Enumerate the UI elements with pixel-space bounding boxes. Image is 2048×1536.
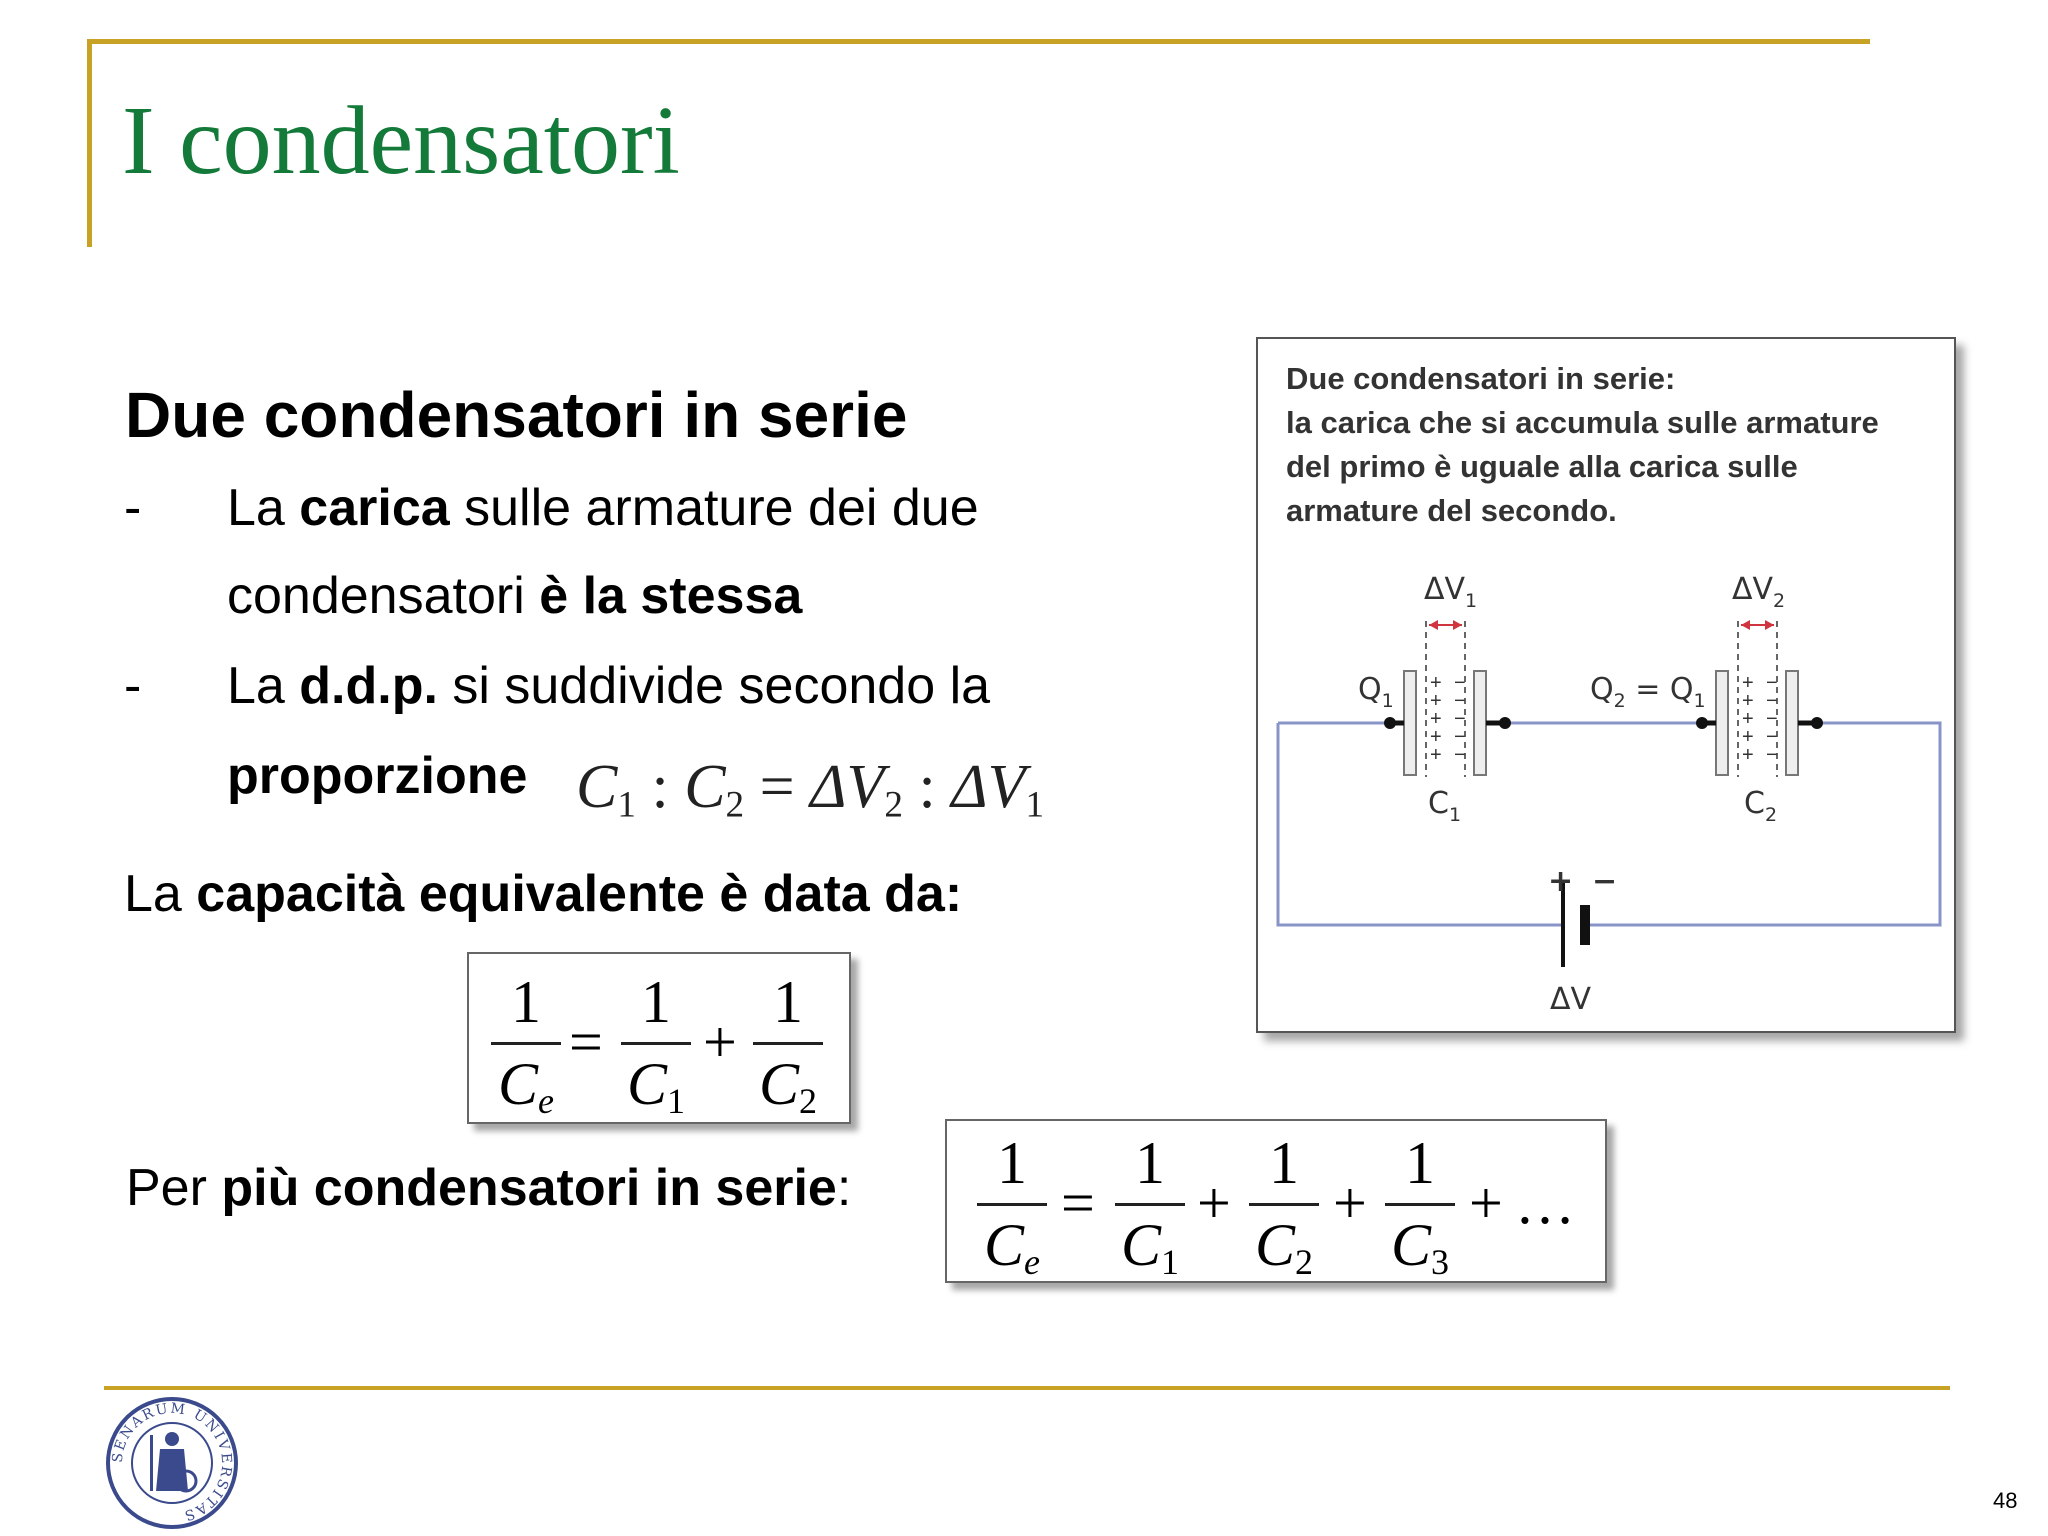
math-symbol: C [626, 1051, 668, 1117]
c1-label [1428, 786, 1461, 826]
fraction-ce [491, 969, 561, 1121]
ellipsis: … [1515, 1170, 1575, 1236]
text-run: si suddivide secondo la [437, 657, 991, 715]
math-subscript: 2 [799, 1081, 818, 1121]
label-main: C [1428, 786, 1449, 821]
capacitor-1-charges [1430, 672, 1466, 766]
math-subscript: 2 [884, 784, 903, 826]
battery-plus-label: + [1548, 864, 1574, 899]
math-subscript: 1 [667, 1081, 686, 1121]
bottom-rule [104, 1386, 1950, 1390]
seal-lettering-path: SENARUM UNIVERSITAS [109, 1400, 235, 1524]
plus-charge: + [1742, 708, 1754, 730]
fraction-bar [621, 1042, 691, 1045]
math-symbol: C [758, 1051, 800, 1117]
bullet-2-line-1 [227, 656, 990, 716]
minus-charge: − [1766, 744, 1778, 766]
math-operator: : [918, 753, 936, 821]
math-subscript: 2 [1295, 1242, 1314, 1282]
label-main: = Q [1625, 672, 1694, 707]
label-sub: 1 [1693, 690, 1706, 712]
math-operator: : [651, 753, 669, 821]
q1-label [1358, 672, 1394, 712]
plus-charge: + [1430, 672, 1442, 694]
arrow-head-left [1429, 620, 1438, 630]
minus-charge: − [1454, 690, 1466, 712]
capacitor-1 [1381, 620, 1511, 777]
math-symbol: C [576, 753, 618, 821]
fraction-c1 [1115, 1130, 1185, 1282]
minus-charge: − [1454, 726, 1466, 748]
math-subscript: e [538, 1081, 554, 1121]
equals-sign: = [1061, 1170, 1095, 1236]
plus-sign: + [1197, 1170, 1231, 1236]
wire-bottom-left [1278, 723, 1563, 925]
fraction-c2 [1249, 1130, 1319, 1282]
math-symbol: C [983, 1212, 1025, 1278]
numerator: 1 [511, 969, 541, 1035]
label-sub: 2 [1764, 804, 1778, 826]
c2-label [1744, 786, 1777, 826]
equivalent-capacity-line [124, 864, 962, 924]
math-subscript: 1 [1161, 1242, 1180, 1282]
text-run: La [227, 479, 300, 537]
figure-head [165, 1432, 179, 1446]
terminal-left [1384, 717, 1396, 729]
text-run: La [124, 865, 197, 923]
denominator [1249, 1212, 1319, 1282]
math-subscript: 3 [1431, 1242, 1450, 1282]
math-symbol: C [1120, 1212, 1162, 1278]
bullet-1-line-1 [227, 478, 979, 538]
denominator [1385, 1212, 1455, 1282]
series-circuit-figure [1256, 337, 1956, 1033]
terminal-left [1696, 717, 1708, 729]
bold-run: è la stessa [539, 567, 803, 625]
label-main: ΔV [1424, 572, 1466, 607]
label-sub: 2 [1773, 590, 1786, 612]
math-symbol: ΔV [810, 753, 885, 821]
arrow-head-right [1765, 620, 1774, 630]
fraction-bar [1385, 1203, 1455, 1206]
fraction-bar [977, 1203, 1047, 1206]
minus-charge: − [1766, 708, 1778, 730]
bold-run: capacità equivalente è data da: [196, 865, 963, 923]
label-main: Q [1590, 672, 1614, 707]
fraction-bar [753, 1042, 823, 1045]
battery-minus-label: − [1592, 864, 1618, 899]
math-subscript: 1 [617, 784, 636, 826]
capacitor-2 [1693, 620, 1823, 777]
denominator [1115, 1212, 1185, 1282]
label-sub: 1 [1448, 804, 1462, 826]
formula-two-capacitors [467, 952, 851, 1124]
plate-right [1786, 671, 1798, 775]
label-sub: 1 [1465, 590, 1478, 612]
fraction-bar [491, 1042, 561, 1045]
seal-figure [150, 1432, 196, 1491]
numerator: 1 [1405, 1130, 1435, 1196]
minus-charge: − [1766, 690, 1778, 712]
minus-charge: − [1766, 672, 1778, 694]
math-subscript: 1 [1025, 784, 1045, 826]
bullet-2-line-2 [227, 746, 527, 806]
figure-staff [150, 1435, 153, 1491]
delta-v-label: ΔV [1550, 982, 1592, 1017]
denominator [621, 1051, 691, 1121]
numerator: 1 [1269, 1130, 1299, 1196]
bold-run: d.d.p. [299, 657, 438, 715]
text-run: condensatori [227, 567, 540, 625]
plus-charge: + [1430, 690, 1442, 712]
denominator [977, 1212, 1047, 1282]
delta-v2-label [1732, 572, 1785, 612]
terminal-right [1499, 717, 1511, 729]
math-operator: = [759, 753, 795, 821]
math-subscript: 2 [725, 784, 745, 826]
label-sub: 2 [1613, 690, 1626, 712]
bold-run: carica [299, 479, 450, 537]
plus-charge: + [1742, 690, 1754, 712]
numerator: 1 [1135, 1130, 1165, 1196]
figure-labels [1358, 572, 1785, 1017]
label-main: C [1744, 786, 1765, 821]
text-run: : [836, 1159, 852, 1217]
formula-many-capacitors [945, 1119, 1607, 1283]
caption-line: armature del secondo. [1286, 493, 1617, 528]
page-number: 48 [1993, 1488, 2018, 1513]
fraction-c3 [1385, 1130, 1455, 1282]
arrow-head-left [1741, 620, 1750, 630]
fraction-c1 [621, 969, 691, 1121]
plus-charge: + [1430, 726, 1442, 748]
battery-short-plate [1580, 905, 1590, 945]
fraction-bar [1115, 1203, 1185, 1206]
label-sub: 1 [1381, 690, 1394, 712]
bullet-dash-1: - [124, 479, 142, 537]
page-title: I condensatori [122, 87, 680, 195]
plus-charge: + [1742, 672, 1754, 694]
denominator [753, 1051, 823, 1121]
fraction-bar [1249, 1203, 1319, 1206]
bold-run: proporzione [227, 747, 528, 805]
plus-charge: + [1742, 726, 1754, 748]
terminal-right [1811, 717, 1823, 729]
text-run: sulle armature dei due [449, 479, 979, 537]
proportion-formula [576, 752, 1044, 826]
delta-v1-label [1424, 572, 1477, 612]
denominator [491, 1051, 561, 1121]
plate-left [1404, 671, 1416, 775]
university-seal-icon [104, 1395, 240, 1531]
plus-sign: + [1469, 1170, 1503, 1236]
fraction-ce [977, 1130, 1047, 1282]
numerator: 1 [997, 1130, 1027, 1196]
numerator: 1 [641, 969, 671, 1035]
equals-sign: = [569, 1009, 603, 1075]
text-run: Per [126, 1159, 222, 1217]
section-heading: Due condensatori in serie [125, 379, 908, 451]
top-rule [87, 39, 1870, 44]
caption-line: Due condensatori in serie: [1286, 361, 1676, 396]
plus-sign: + [703, 1009, 737, 1075]
more-capacitors-line [126, 1158, 851, 1218]
circuit-diagram [1258, 339, 1954, 1031]
math-symbol: ΔV [951, 753, 1026, 821]
minus-charge: − [1454, 708, 1466, 730]
plate-left [1716, 671, 1728, 775]
minus-charge: − [1766, 726, 1778, 748]
title-left-accent [87, 39, 92, 247]
arrow-head-right [1453, 620, 1462, 630]
plus-charge: + [1430, 744, 1442, 766]
bullet-dash-2: - [124, 657, 142, 715]
text-run: La [227, 657, 300, 715]
minus-charge: − [1454, 744, 1466, 766]
fraction-c2 [753, 969, 823, 1121]
q2-label [1590, 672, 1706, 712]
math-symbol: C [1254, 1212, 1296, 1278]
math-symbol: C [1390, 1212, 1432, 1278]
plus-sign: + [1333, 1170, 1367, 1236]
math-symbol: C [684, 753, 726, 821]
bold-run: più condensatori in serie [221, 1159, 837, 1217]
minus-charge: − [1454, 672, 1466, 694]
plate-right [1474, 671, 1486, 775]
plus-charge: + [1742, 744, 1754, 766]
capacitor-2-charges [1742, 672, 1778, 766]
bullet-1-line-2 [227, 566, 802, 626]
math-subscript: e [1024, 1242, 1040, 1282]
numerator: 1 [773, 969, 803, 1035]
caption-line: la carica che si accumula sulle armature [1286, 405, 1879, 440]
math-symbol: C [497, 1051, 539, 1117]
label-main: Q [1358, 672, 1382, 707]
label-main: ΔV [1732, 572, 1774, 607]
caption-line: del primo è uguale alla carica sulle [1286, 449, 1798, 484]
plus-charge: + [1430, 708, 1442, 730]
